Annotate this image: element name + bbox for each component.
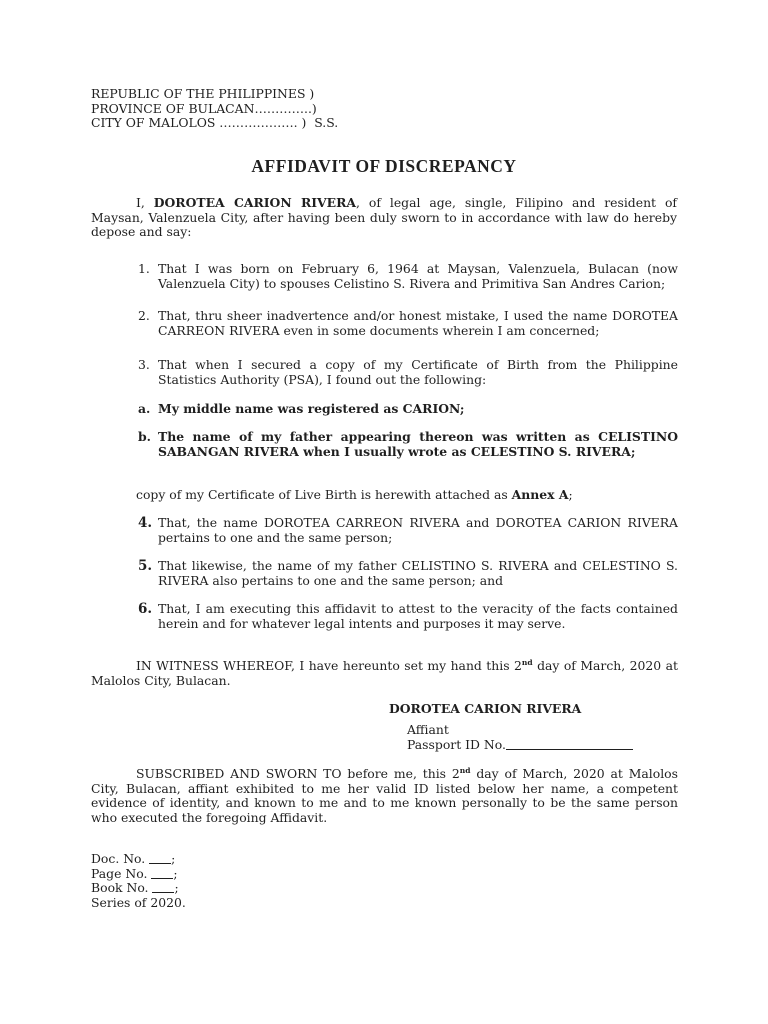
doc-no-suffix: ; (171, 851, 176, 866)
doc-no-label: Doc. No. (91, 851, 150, 866)
venue-line-province: PROVINCE OF BULACAN…………..) (91, 100, 317, 116)
list-item-number: 6. (138, 601, 153, 617)
venue-line-city: CITY OF MALOLOS ………………. ) S.S. (91, 115, 339, 131)
annex-post: ; (568, 487, 573, 502)
list-item-text: That likewise, the name of my father CELISTINO S. RIVERA and CELESTINO S. RIVERA also pertains to one and the same person; and (158, 558, 678, 588)
signatory-name: DOROTEA CARION RIVERA (389, 701, 582, 716)
list-item-text: That, I am executing this affidavit to attest to the veracity of the facts contained herein and for whatever legal intents and purposes it may serve. (158, 601, 678, 631)
list-item-number: 4. (138, 515, 153, 531)
passport-label: Passport ID No. (407, 737, 506, 752)
witness-clause (91, 659, 678, 688)
intro-paragraph (91, 196, 677, 240)
page-no-line (91, 867, 291, 882)
doc-no-line (91, 852, 291, 867)
passport-blank (506, 739, 633, 750)
book-no-suffix: ; (174, 880, 179, 896)
list-item-number: 2. (138, 308, 150, 323)
list-item-number: 5. (138, 558, 153, 574)
venue-line-republic: REPUBLIC OF THE PHILIPPINES ) (91, 86, 315, 101)
page-no-label: Page No. (91, 865, 152, 881)
intro-post: , of legal age, single, Filipino and resident of Maysan, Valenzuela City, after having been duly sworn to in accordance with law do hereby depose and say: (91, 195, 677, 240)
finding-letter: a. (138, 401, 151, 416)
annex-label: Annex A (511, 487, 569, 502)
page-no-blank (151, 868, 173, 879)
jurat-pre: SUBSCRIBED AND SWORN TO before me, this 2 (136, 766, 460, 781)
document-title: AFFIDAVIT OF DISCREPANCY (251, 156, 517, 176)
finding-text: My middle name was registered as CARION; (158, 401, 465, 416)
venue-heading (91, 87, 511, 131)
finding-text: The name of my father appearing thereon was written as CELISTINO SABANGAN RIVERA when I usually wrote as CELESTINO S. RIVERA; (158, 429, 678, 459)
finding-letter: b. (138, 429, 151, 444)
list-item-1 (138, 262, 678, 291)
jurat-post: day of March, 2020 at Malolos City, Bulacan, affiant exhibited to me her valid ID listed below her name, a competent evidence of identity, and known to me and to me known personally to be the same person who executed the foregoing Affidavit. (91, 766, 679, 825)
book-no-blank (152, 882, 174, 893)
list-item-2 (138, 309, 678, 338)
list-item-text: That, thru sheer inadvertence and/or honest mistake, I used the name DOROTEA CARREON RIVERA even in some documents wherein I am concerned; (158, 308, 678, 338)
witness-ordinal: nd (521, 658, 533, 667)
list-item-number: 1. (138, 261, 150, 276)
annex-note (136, 488, 696, 503)
list-item-text: That when I secured a copy of my Certificate of Birth from the Philippine Statistics Authority (PSA), I found out the following: (158, 357, 678, 387)
list-item-text: That, the name DOROTEA CARREON RIVERA and DOROTEA CARION RIVERA pertains to one and the same person; (158, 515, 678, 545)
signatory-role: Affiant (407, 722, 449, 737)
witness-post: day of March, 2020 at Malolos City, Bulacan. (91, 658, 678, 688)
doc-no-blank (149, 853, 171, 864)
page-no-suffix: ; (173, 865, 178, 881)
intro-pre: I, (136, 195, 154, 210)
finding-a (138, 402, 678, 417)
list-item-3 (138, 358, 678, 387)
book-no-line (91, 881, 291, 896)
annex-pre: copy of my Certificate of Live Birth is herewith attached as (136, 487, 512, 502)
list-item-4 (138, 516, 678, 545)
list-item-number: 3. (138, 357, 150, 372)
finding-b (138, 430, 678, 459)
notarial-record (91, 852, 291, 910)
affiant-name: DOROTEA CARION RIVERA (153, 195, 357, 210)
passport-line (407, 738, 633, 753)
series-line: Series of 2020. (91, 894, 186, 910)
list-item-5 (138, 559, 678, 588)
witness-pre: IN WITNESS WHEREOF, I have hereunto set my hand this 2 (136, 658, 522, 673)
list-item-text: That I was born on February 6, 1964 at Maysan, Valenzuela, Bulacan (now Valenzuela City) to spouses Celistino S. Rivera and Primitiva San Andres Carion; (158, 261, 678, 291)
list-item-6 (138, 602, 678, 631)
book-no-label: Book No. (91, 880, 153, 896)
jurat-paragraph (91, 767, 678, 825)
jurat-ordinal: nd (459, 766, 471, 775)
